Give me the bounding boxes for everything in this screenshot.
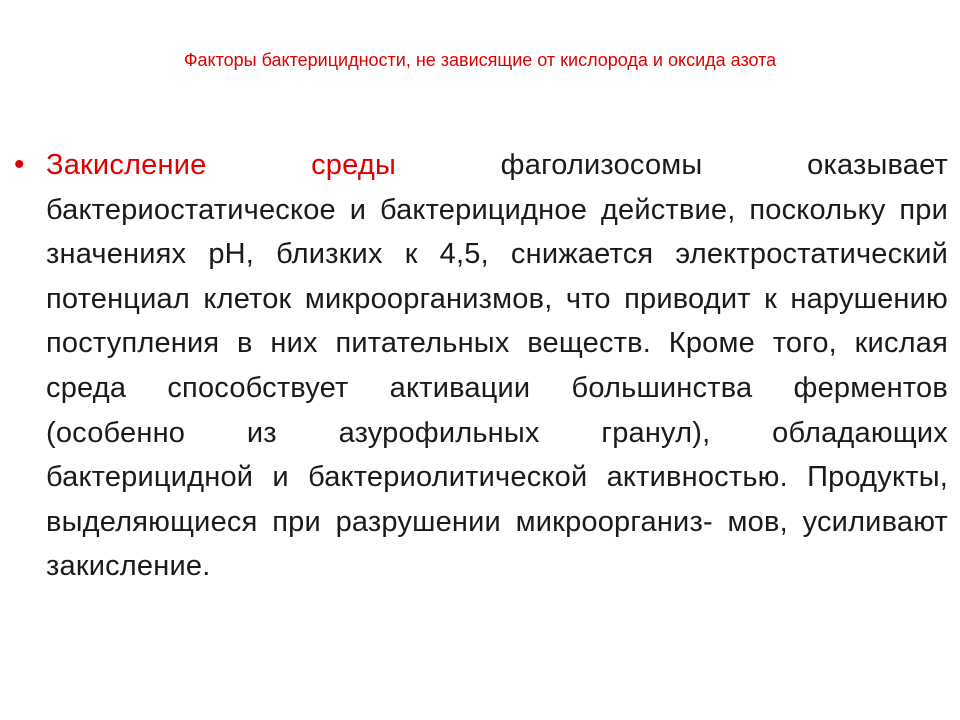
bullet-item (14, 143, 948, 589)
bullet-lead-text: Закисление среды (46, 149, 396, 181)
bullet-icon: • (14, 148, 25, 181)
bullet-body-text: фаголизосомы оказывает бактериостатическое и бактерицидное действие, поскольку при значениях рН, близких к 4,5, снижается электростатический потенциал клеток микроорганизмов, что приводит к нарушению поступления в них питательных веществ. Кроме того, кислая среда способствует активации большинства ферментов (особенно из азурофильных гранул), обладающих бактерицидной и бактериолитической активностью. Продукты, выделяющиеся при разрушении микроорганиз- мов, усиливают закисление. (46, 149, 948, 583)
slide-content (14, 143, 948, 589)
slide-title: Факторы бактерицидности, не зависящие от кислорода и оксида азота (183, 50, 777, 70)
bullet-text (46, 143, 948, 589)
